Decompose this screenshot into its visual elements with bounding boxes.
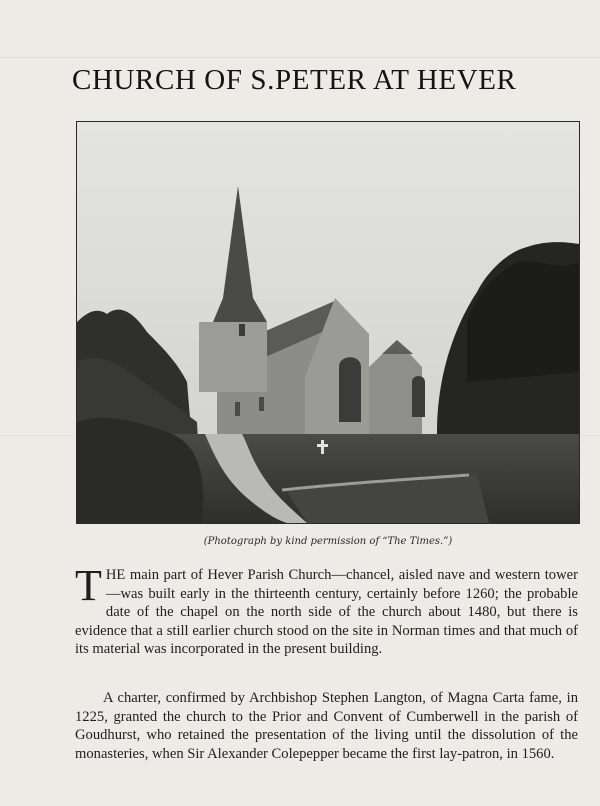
paragraph-1 (75, 561, 578, 659)
paragraph-1-text: HE main part of Hever Parish Church—chancel, aisled nave and western tower—was built early in the thirteenth century, certainly before 1260; the probable date of the chapel on the north side of the church about 1480, but there is evidence that a still earlier church stood on the site in Norman times and that much of its material was incorporated in the present building. (75, 567, 578, 658)
caption-prefix: (Photograph by kind permission of (203, 536, 383, 547)
paragraph-2: A charter, confirmed by Archbishop Stephen Langton, of Magna Carta fame, in 1225, granted the church to the Prior and Convent of Cumberwell in the parish of Goudhurst, who retained the presentation of the living until the dissolution of the monasteries, when Sir Alexander Colepepper became the first lay-patron, in 1560. (75, 690, 578, 762)
caption-suffix: ) (448, 536, 453, 547)
drop-cap: T (75, 561, 102, 610)
caption-source: “The Times.” (382, 536, 449, 547)
church-photograph (76, 121, 580, 524)
photo-caption (76, 536, 580, 547)
page-title: CHURCH OF S.PETER AT HEVER (72, 64, 517, 96)
page-fold (0, 57, 600, 59)
